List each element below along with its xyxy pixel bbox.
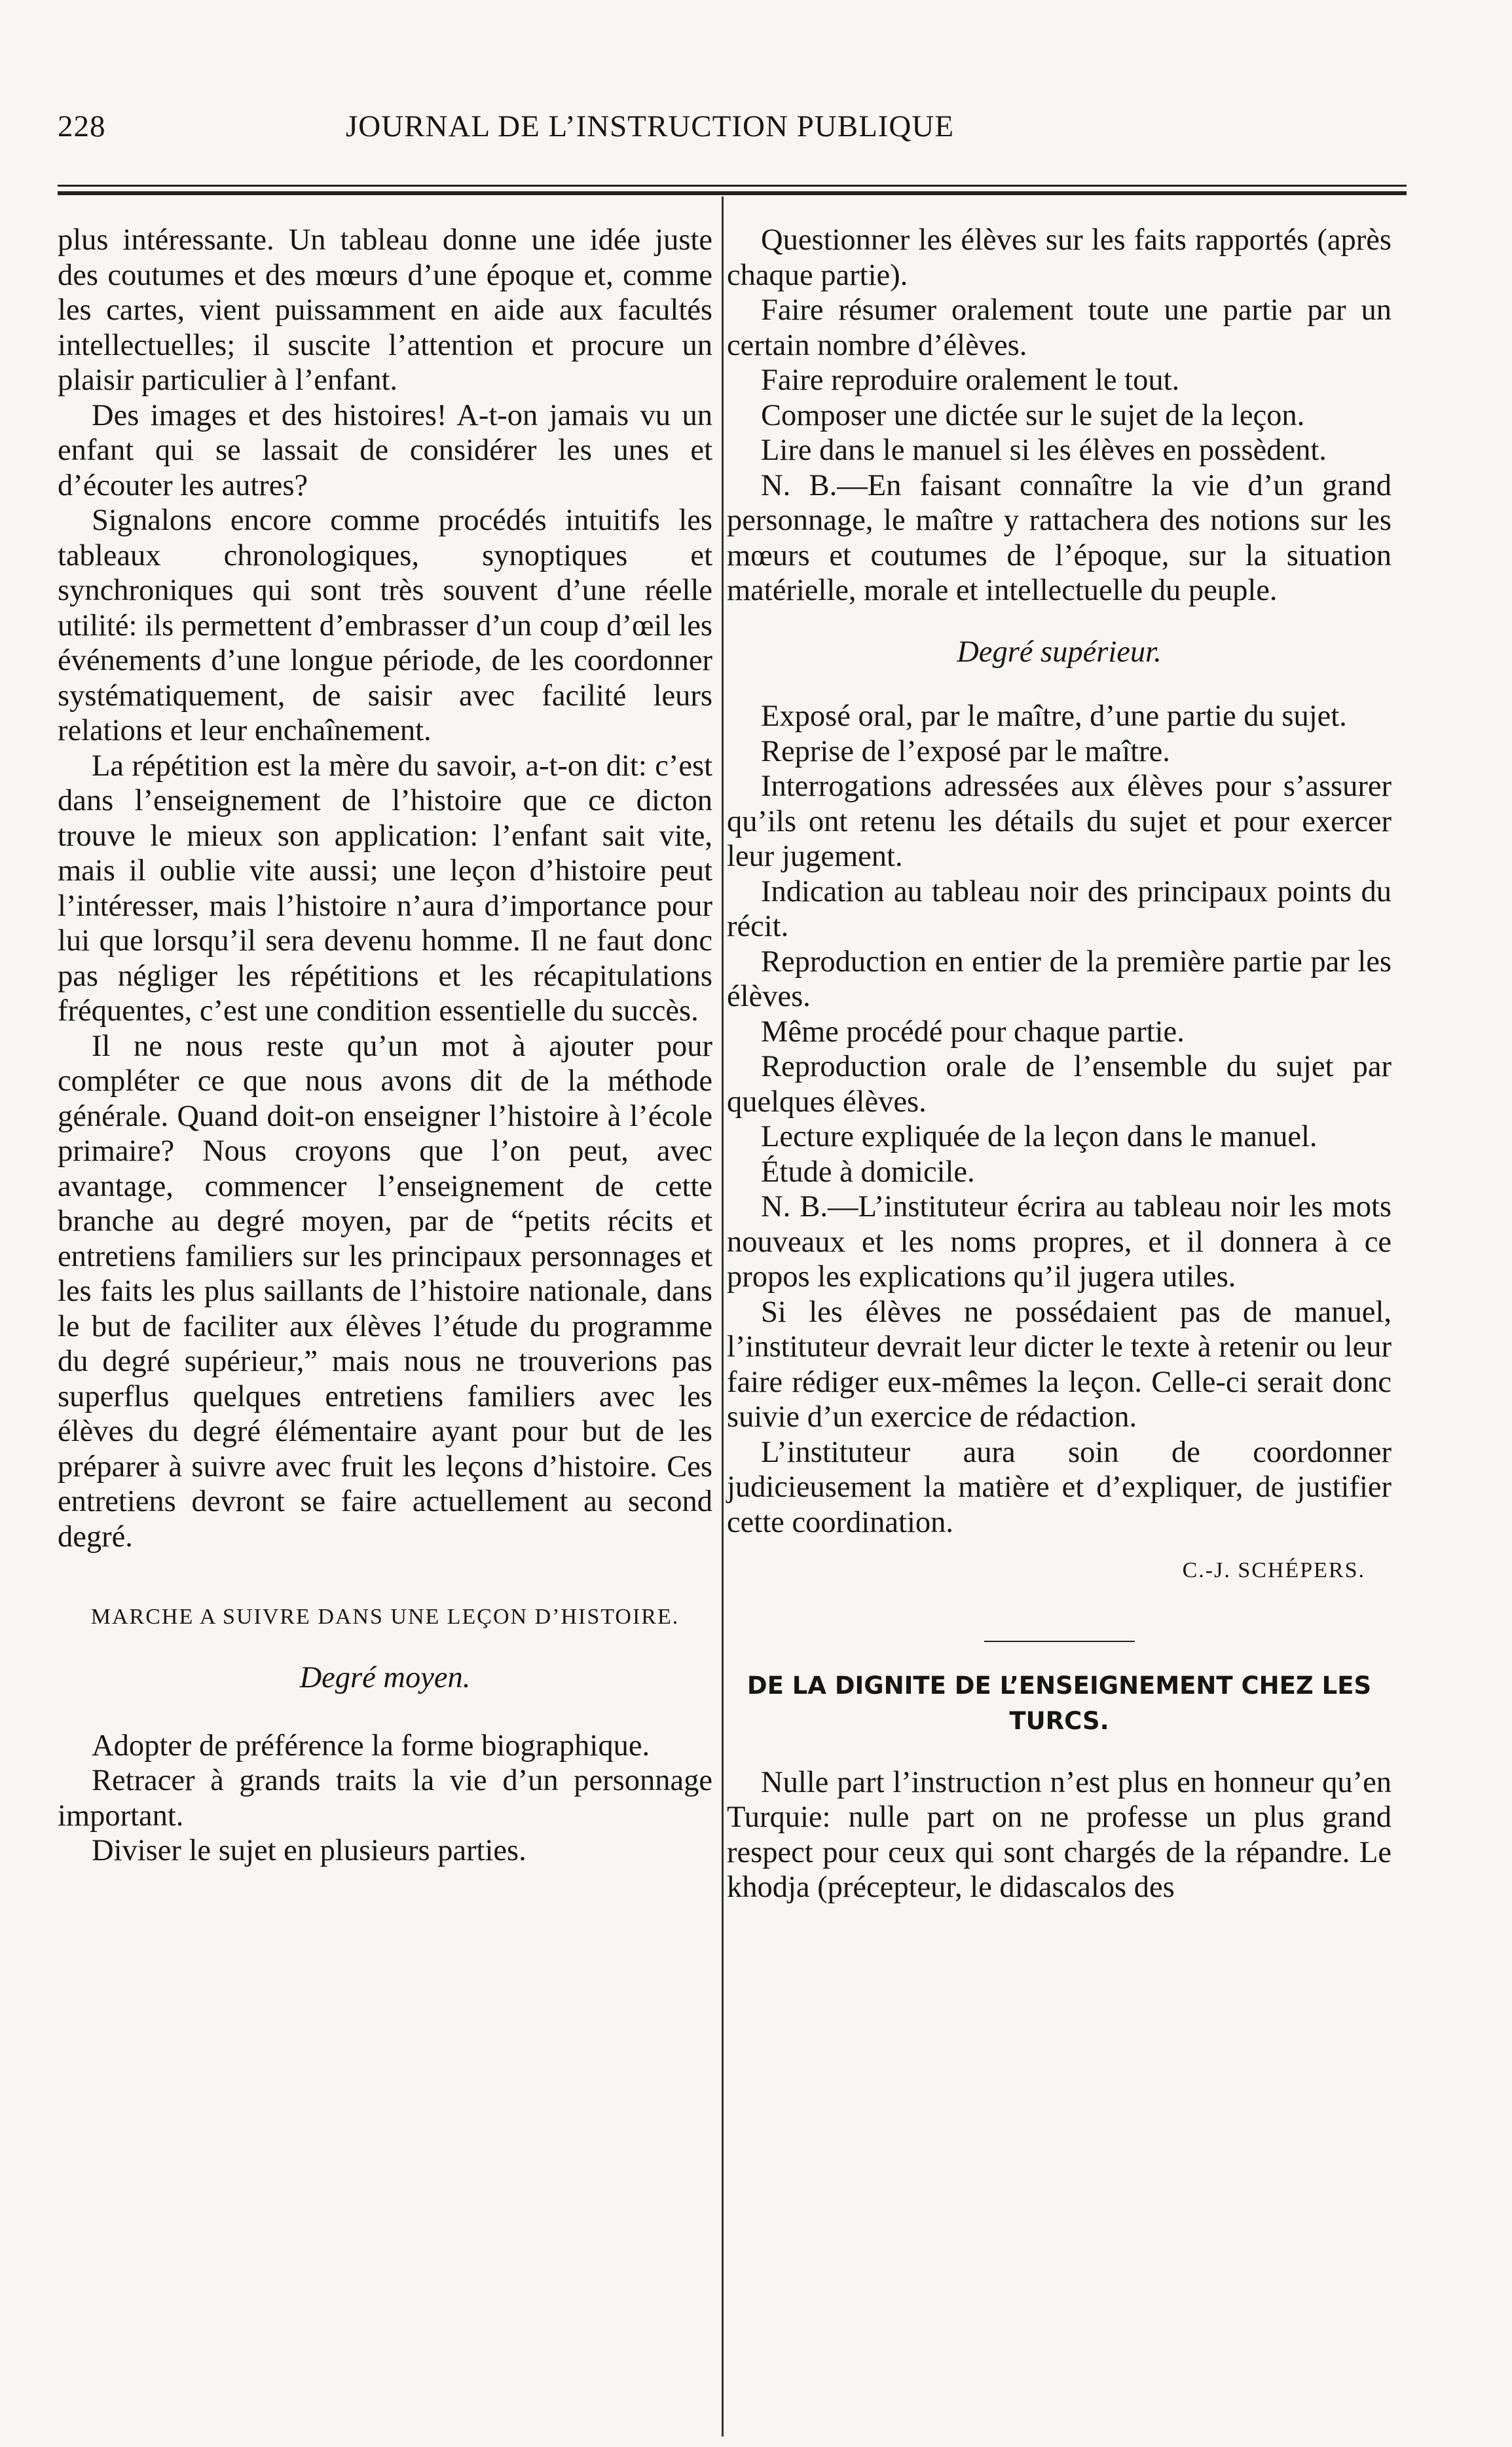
- running-title: JOURNAL DE L’INSTRUCTION PUBLIQUE: [346, 109, 955, 143]
- paragraph: Signalons encore comme procédés intuitifs les tableaux chronologiques, synoptiques et synchroniques qui sont très souvent d’une réelle utilité: ils permettent d’embrasser d’un coup d’œil les événements d’une longue période, de les coordonner systématiquement, de saisir avec facilité leurs relations et leur enchaînement.: [58, 504, 712, 747]
- author-signature: C.-J. SCHÉPERS.: [1182, 1558, 1365, 1582]
- article-title: DE LA DIGNITE DE L’ENSEIGNEMENT CHEZ LES TURCS.: [747, 1671, 1372, 1735]
- right-column: [727, 223, 1392, 1905]
- instruction-item: Même procédé pour chaque partie.: [761, 1015, 1185, 1049]
- column-divider: [722, 196, 724, 2437]
- paragraph: plus intéressante. Un tableau donne une idée juste des coutumes et des mœurs d’une époque et, comme les cartes, vient puissamment en aide aux facultés intellectuelles; il suscite l’attention et procure un plaisir particulier à l’enfant.: [58, 223, 712, 397]
- paragraph: L’instituteur aura soin de coordonner judicieusement la matière et d’expliquer, de justifier cette coordination.: [727, 1435, 1392, 1539]
- instruction-item: Retracer à grands traits la vie d’un personnage important.: [58, 1764, 712, 1833]
- instruction-item: Reprise de l’exposé par le maître.: [761, 734, 1170, 768]
- instruction-item: Interrogations adressées aux élèves pour s’assurer qu’ils ont retenu les détails du sujet et pour exercer leur jugement.: [727, 770, 1392, 873]
- instruction-item: Exposé oral, par le maître, d’une partie du sujet.: [761, 700, 1347, 733]
- instruction-item: Reproduction orale de l’ensemble du sujet par quelques élèves.: [727, 1050, 1392, 1119]
- note: N. B.—L’instituteur écrira au tableau noir les mots nouveaux et les noms propres, et il donnera à ce propos les explications qu’il jugera utiles.: [727, 1190, 1392, 1294]
- header-rule-thin: [58, 185, 1407, 187]
- instruction-item: Faire résumer oralement toute une partie par un certain nombre d’élèves.: [727, 293, 1392, 362]
- instruction-item: Faire reproduire oralement le tout.: [761, 364, 1180, 397]
- paragraph: La répétition est la mère du savoir, a-t-on dit: c’est dans l’enseignement de l’histoire que ce dicton trouve le mieux son application: l’enfant sait vite, mais il oublie vite aussi; une leçon d’histoire peut l’intéresser, mais l’histoire n’aura d’importance pour lui que lorsqu’il sera devenu homme. Il ne faut donc pas négliger les répétitions et les récapitulations fréquentes, c’est une condition essentielle du succès.: [58, 749, 712, 1028]
- instruction-item: Lire dans le manuel si les élèves en possèdent.: [761, 434, 1327, 467]
- note: N. B.—En faisant connaître la vie d’un grand personnage, le maître y rattachera des notions sur les mœurs et coutumes de l’époque, sur la situation matérielle, morale et intellectuelle du peuple.: [727, 468, 1392, 607]
- paragraph: Si les élèves ne possédaient pas de manuel, l’instituteur devrait leur dicter le texte à retenir ou leur faire rédiger eux-mêmes la leçon. Celle-ci serait donc suivie d’un exercice de rédaction.: [727, 1295, 1392, 1434]
- instruction-item: Composer une dictée sur le sujet de la leçon.: [761, 398, 1305, 432]
- paragraph: Des images et des histoires! A-t-on jamais vu un enfant qui se lassait de considérer les unes et d’écouter les autres?: [58, 398, 712, 502]
- instruction-item: Diviser le sujet en plusieurs parties.: [92, 1834, 526, 1867]
- section-divider: [984, 1641, 1135, 1642]
- subheading: Degré supérieur.: [957, 635, 1162, 669]
- instruction-item: Reproduction en entier de la première partie par les élèves.: [727, 944, 1392, 1013]
- paragraph: Nulle part l’instruction n’est plus en honneur qu’en Turquie: nulle part on ne professe un plus grand respect pour ceux qui sont chargés de la répandre. Le khodja (précepteur, le didascalos des: [727, 1765, 1392, 1904]
- instruction-item: Étude à domicile.: [761, 1155, 975, 1189]
- page-number: 228: [58, 109, 106, 143]
- subheading: Degré moyen.: [299, 1661, 471, 1694]
- instruction-item: Lecture expliquée de la leçon dans le manuel.: [761, 1120, 1318, 1153]
- paragraph: Il ne nous reste qu’un mot à ajouter pour compléter ce que nous avons dit de la méthode générale. Quand doit-on enseigner l’histoire à l’école primaire? Nous croyons que l’on peut, avec avantage, commencer l’enseignement de cette branche au degré moyen, par de “petits récits et entretiens familiers sur les principaux personnages et les faits les plus saillants de l’histoire nationale, dans le but de faciliter aux élèves l’étude du programme du degré supérieur,” mais nous ne trouverions pas superflus quelques entretiens familiers avec les élèves du degré élémentaire ayant pour but de les préparer à suivre avec fruit les leçons d’histoire. Ces entretiens devront se faire actuellement au second degré.: [58, 1029, 712, 1554]
- instruction-item: Indication au tableau noir des principaux points du récit.: [727, 874, 1392, 943]
- section-heading: MARCHE A SUIVRE DANS UNE LEÇON D’HISTOIRE.: [90, 1605, 680, 1629]
- left-column: [58, 223, 712, 1869]
- instruction-item: Adopter de préférence la forme biographique.: [92, 1728, 650, 1763]
- header-rule-thick: [58, 191, 1407, 195]
- instruction-item: Questionner les élèves sur les faits rapportés (après chaque partie).: [727, 223, 1392, 292]
